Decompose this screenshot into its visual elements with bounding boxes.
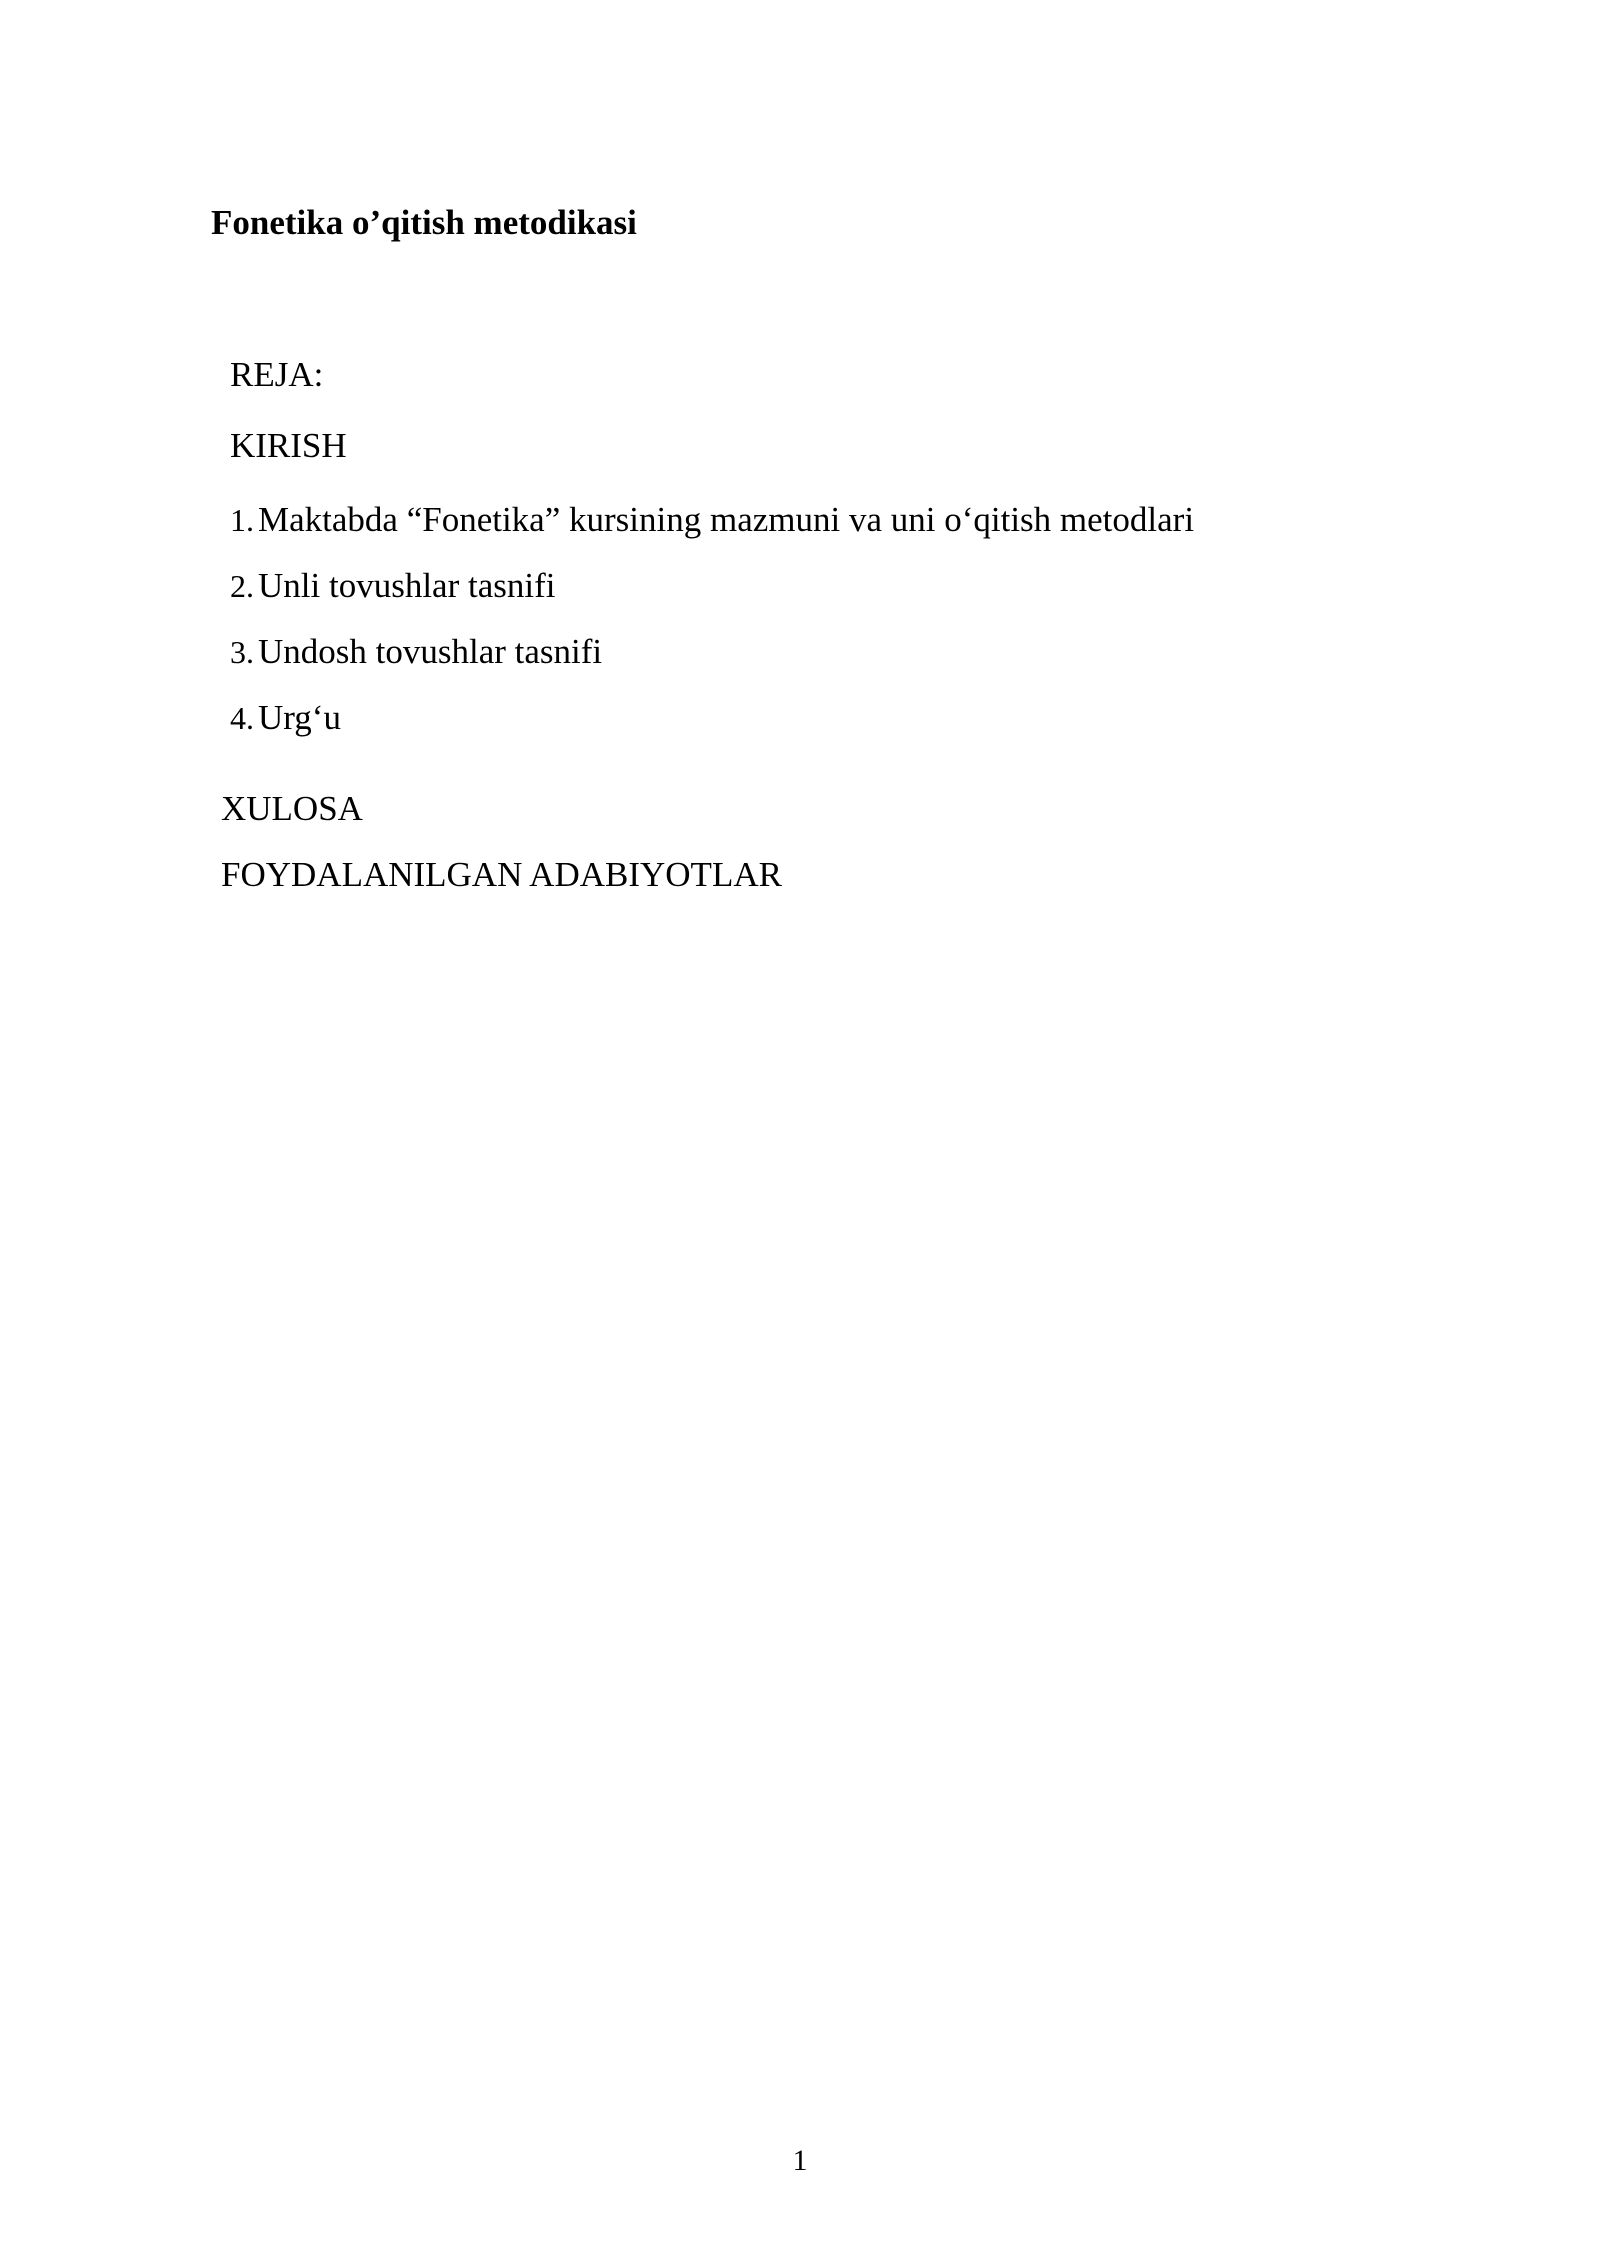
plan-item-text: Undosh tovushlar tasnifi: [258, 632, 603, 671]
conclusion-heading: XULOSA: [221, 789, 363, 828]
plan-item-number: 1.: [230, 502, 254, 538]
plan-list: [230, 500, 1194, 764]
document-title: Fonetika o’qitish metodikasi: [211, 203, 637, 242]
plan-heading: REJA:: [230, 355, 324, 394]
plan-item-1: [230, 500, 1194, 566]
plan-item-text: Urg‘u: [258, 698, 341, 737]
plan-item-4: [230, 698, 1194, 764]
plan-item-number: 2.: [230, 568, 254, 604]
plan-item-number: 3.: [230, 634, 254, 670]
plan-item-text: Unli tovushlar tasnifi: [258, 566, 556, 605]
plan-item-2: [230, 566, 1194, 632]
plan-item-text: Maktabda “Fonetika” kursining mazmuni va uni o‘qitish metodlari: [258, 500, 1195, 539]
plan-item-number: 4.: [230, 700, 254, 736]
references-heading: FOYDALANILGAN ADABIYOTLAR: [221, 855, 782, 894]
page-number: 1: [792, 2144, 808, 2177]
plan-item-3: [230, 632, 1194, 698]
introduction-heading: KIRISH: [230, 426, 347, 465]
